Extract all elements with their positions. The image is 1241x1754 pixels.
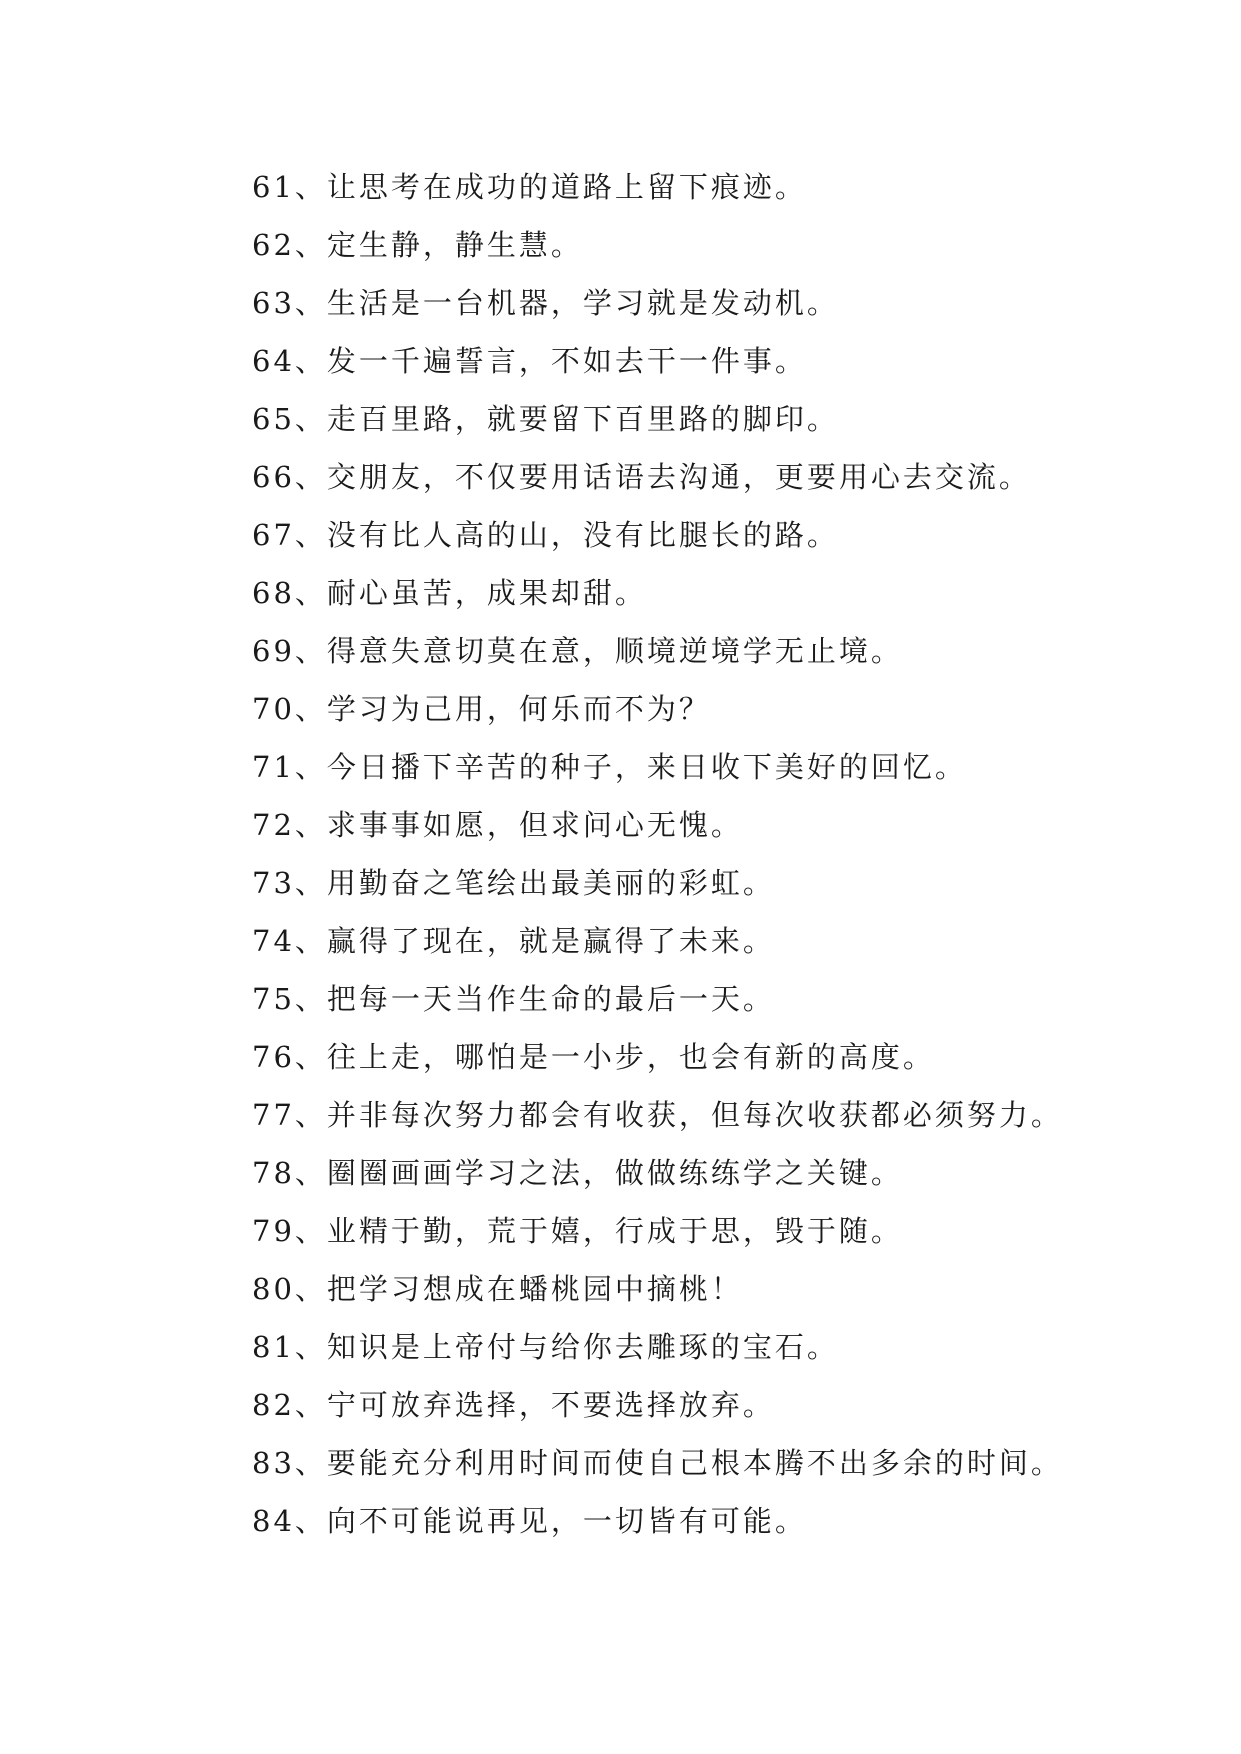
quote-line: 79、业精于勤，荒于嬉，行成于思，毁于随。 — [252, 1214, 903, 1248]
quote-line: 61、让思考在成功的道路上留下痕迹。 — [252, 170, 807, 204]
quote-line: 64、发一千遍誓言，不如去干一件事。 — [252, 344, 807, 378]
quote-line: 84、向不可能说再见，一切皆有可能。 — [252, 1504, 807, 1538]
quote-line: 67、没有比人高的山，没有比腿长的路。 — [252, 518, 839, 552]
quote-line: 73、用勤奋之笔绘出最美丽的彩虹。 — [252, 866, 775, 900]
quote-line: 82、宁可放弃选择，不要选择放弃。 — [252, 1388, 775, 1422]
quote-line: 83、要能充分利用时间而使自己根本腾不出多余的时间。 — [252, 1446, 1063, 1480]
quote-line: 78、圈圈画画学习之法，做做练练学之关键。 — [252, 1156, 903, 1190]
quote-line: 77、并非每次努力都会有收获，但每次收获都必须努力。 — [252, 1098, 1063, 1132]
quote-line: 63、生活是一台机器，学习就是发动机。 — [252, 286, 839, 320]
quote-line: 72、求事事如愿，但求问心无愧。 — [252, 808, 743, 842]
quote-line: 80、把学习想成在蟠桃园中摘桃！ — [252, 1272, 743, 1306]
quote-list — [252, 158, 1063, 1550]
quote-line: 71、今日播下辛苦的种子，来日收下美好的回忆。 — [252, 750, 967, 784]
quote-line: 65、走百里路，就要留下百里路的脚印。 — [252, 402, 839, 436]
quote-line: 69、得意失意切莫在意，顺境逆境学无止境。 — [252, 634, 903, 668]
quote-line: 62、定生静，静生慧。 — [252, 228, 583, 262]
quote-line: 66、交朋友，不仅要用话语去沟通，更要用心去交流。 — [252, 460, 1031, 494]
quote-line: 68、耐心虽苦，成果却甜。 — [252, 576, 647, 610]
quote-line: 74、赢得了现在，就是赢得了未来。 — [252, 924, 775, 958]
quote-line: 81、知识是上帝付与给你去雕琢的宝石。 — [252, 1330, 839, 1364]
quote-line: 76、往上走，哪怕是一小步，也会有新的高度。 — [252, 1040, 935, 1074]
quote-line: 70、学习为己用，何乐而不为？ — [252, 692, 711, 726]
quote-line: 75、把每一天当作生命的最后一天。 — [252, 982, 775, 1016]
